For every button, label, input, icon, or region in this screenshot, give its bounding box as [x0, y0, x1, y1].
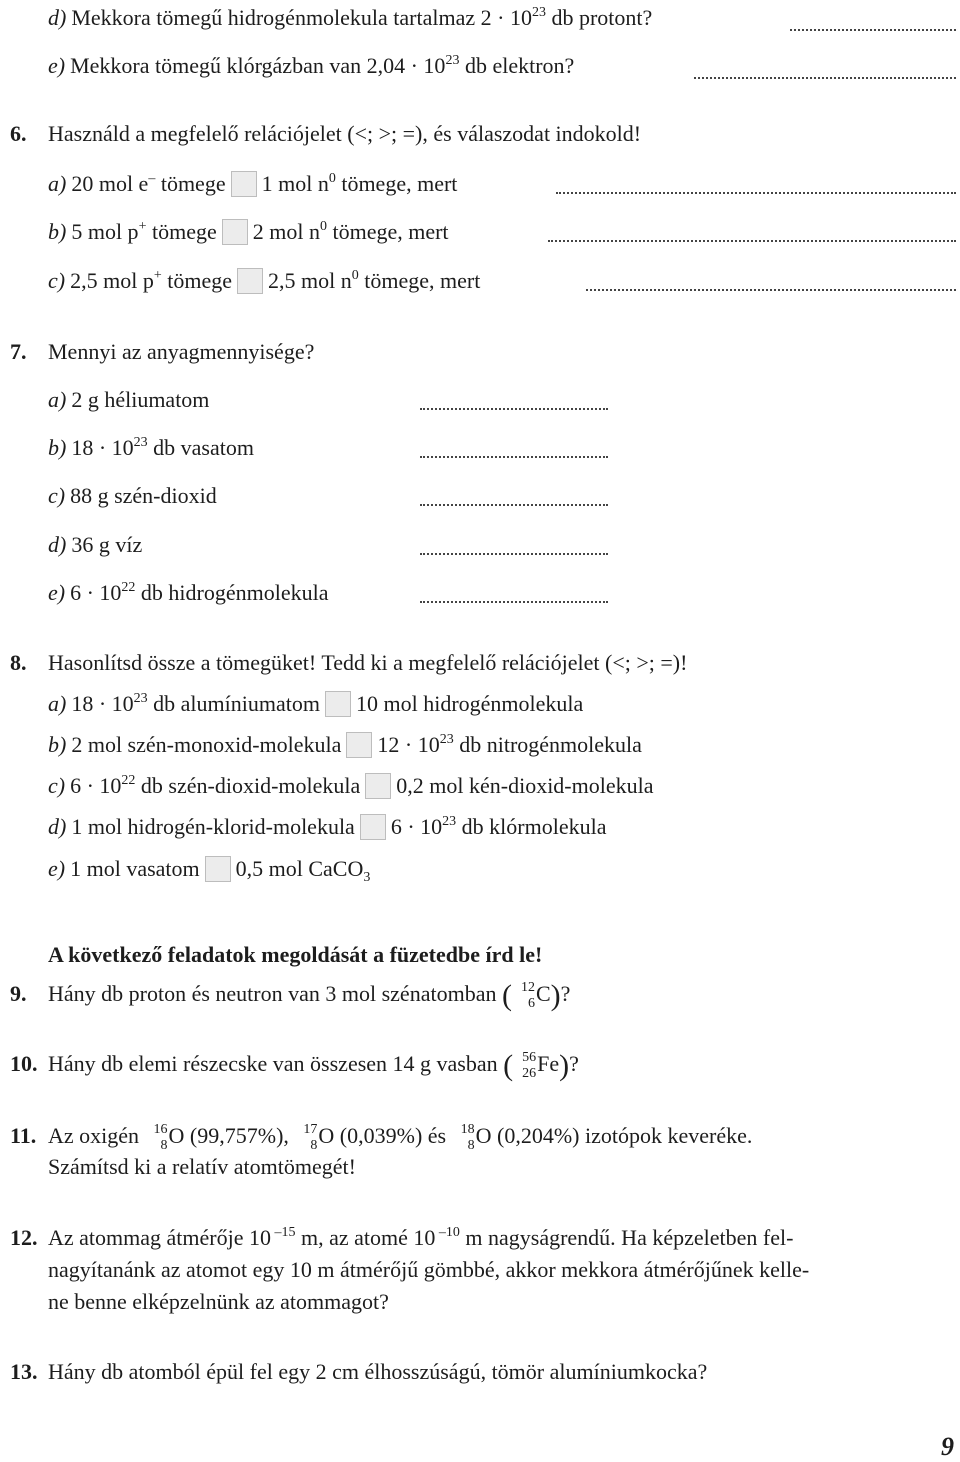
answer-line — [420, 504, 608, 506]
answer-line — [556, 192, 956, 194]
answer-line — [548, 240, 956, 242]
open-paren: ( — [503, 1049, 514, 1082]
answer-line — [694, 77, 956, 79]
isotope-notation: 17 8 — [303, 1122, 318, 1153]
relation-box[interactable] — [222, 219, 248, 245]
question-8b: b) 2 mol szén-monoxid-molekula $12 \cdot 10^{23}$ db nitrogénmolekula — [48, 732, 642, 757]
question-7b: b) $18 \cdot 10^{23}$ db vasatom — [48, 435, 254, 460]
question-8e: e) 1 mol vasatom 0,5 mol CaCO$_3$ — [48, 856, 371, 885]
answer-line — [420, 456, 608, 458]
isotope-notation: 12 6 — [520, 980, 535, 1011]
close-paren: ) — [550, 979, 561, 1012]
answer-line — [420, 553, 608, 555]
answer-line — [586, 289, 956, 291]
answer-line — [420, 601, 608, 603]
isotope-notation: 56 26 — [522, 1050, 537, 1081]
relation-box[interactable] — [231, 171, 257, 197]
close-paren: ) — [559, 1049, 570, 1082]
open-paren: ( — [501, 979, 512, 1012]
question-7d: d) 36 g víz — [48, 532, 143, 557]
question-6b: b) 5 mol p+ tömege 2 mol $n^0$ tömege, mert — [48, 219, 449, 244]
question-d-top: d) Mekkora tömegű hidrogénmolekula tartalmaz $2 \cdot 10^{23}$ db protont? — [48, 5, 653, 30]
isotope-notation: 18 8 — [460, 1122, 475, 1153]
relation-box[interactable] — [237, 268, 263, 294]
relation-box[interactable] — [205, 856, 231, 882]
page-number: 9 — [941, 1432, 954, 1461]
isotope-notation: 16 8 — [153, 1122, 168, 1153]
question-6a: a) 20 mol e– tömege 1 mol $n^0$ tömege, mert — [48, 171, 458, 196]
question-e-top: e) Mekkora tömegű klórgázban van $2,04 \cdot 10^{23}$ db elektron? — [48, 53, 575, 78]
question-12-line3: ne benne elképzelnünk az atommagot? — [48, 1289, 389, 1314]
question-7e: e) $6 \cdot 10^{22}$ db hidrogénmolekula — [48, 580, 329, 605]
answer-line — [420, 408, 608, 410]
question-7a: a) 2 g héliumatom — [48, 387, 210, 412]
notebook-heading: A következő feladatok megoldását a füzetedbe írd le! — [48, 942, 543, 967]
question-12-line2: nagyítanánk az atomot egy 10 m átmérőjű gömbbé, akkor mekkora átmérőjűnek kelle- — [48, 1257, 810, 1282]
question-8c: c) $6 \cdot 10^{22}$ db szén-dioxid-molekula 0,2 mol kén-dioxid-molekula — [48, 773, 654, 798]
answer-line — [790, 29, 956, 31]
relation-box[interactable] — [365, 773, 391, 799]
question-8d: d) 1 mol hidrogén-klorid-molekula $6 \cdot 10^{23}$ db klórmolekula — [48, 814, 607, 839]
relation-box[interactable] — [360, 814, 386, 840]
question-11-line2: Számítsd ki a relatív atomtömegét! — [48, 1154, 356, 1179]
question-7c: c) 88 g szén-dioxid — [48, 483, 217, 508]
relation-box[interactable] — [346, 732, 372, 758]
relation-box[interactable] — [325, 691, 351, 717]
question-6c: c) 2,5 mol p+ tömege 2,5 mol $n^0$ tömege, mert — [48, 268, 481, 293]
question-8a: a) $18 \cdot 10^{23}$ db alumíniumatom 10 mol hidrogénmolekula — [48, 691, 584, 716]
